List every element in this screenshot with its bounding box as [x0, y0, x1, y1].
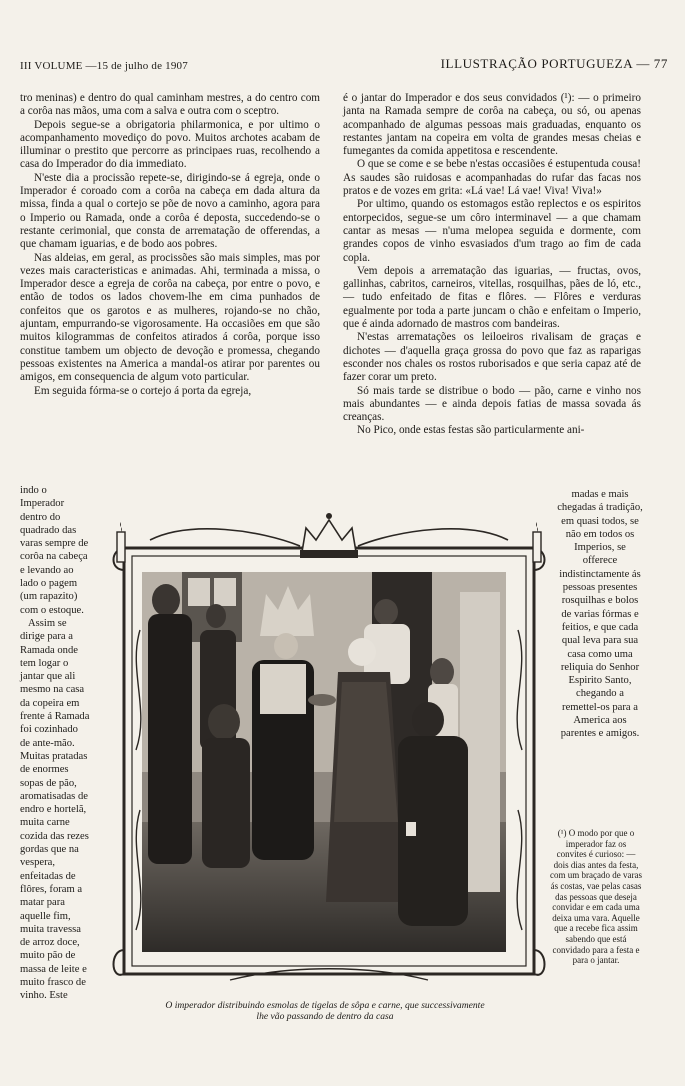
paragraph: tro meninas) e dentro do qual caminham mestres, a do centro com a corôa nas mãos, uma com a salva e outra com o sceptro.: [20, 92, 320, 118]
paragraph: Por ultimo, quando os estomagos estão replectos e os espiritos entorpecidos, segue-se um côro interminavel — a que chamam cantar as mesas — n'uma melopea seguida e dormente, com grandes copos de vinho esvasiados d'um trago ao fim de cada copla.: [343, 198, 641, 264]
paragraph: Em seguida fórma-se o cortejo á porta da egreja,: [34, 384, 252, 397]
candle-ornament-icon: [533, 522, 541, 562]
paragraph: N'estas arrematações os leiloeiros rivalisam de graças e dichotes — d'aquella graça grossa do povo que faz as raparigas esconder nos chales os rostos ruborisados e que seria capaz até de fazer corar um preto.: [343, 331, 641, 384]
paragraph: Assim se dirige para a Ramada onde tem logar o jantar que ali mesmo na casa da copeira em frente á Ramada foi cozinhado de ante-mão. Muitas pratadas de enormes sopas de pão, aromatisadas de endro e hortelã, muita carne cozida das rezes gordas que na vespera, enfeitadas de flôres, foram a matar para aquelle fim, muita travessa de arroz doce, muito pão de massa de leite e muito frasco de vinho. Este: [20, 617, 90, 1002]
volume-date: III VOLUME —15 de julho de 1907: [20, 60, 188, 72]
paragraph: No Pico, onde estas festas são particularmente ani-: [357, 424, 585, 437]
right-narrow-column: [556, 488, 644, 741]
paragraph: indo o Imperador dentro do quadrado das varas sempre de corôa na cabeça e levando ao lado o pagem (um rapazito) com o estoque.: [20, 485, 89, 616]
caption-line: lhe vão passando de dentro da casa: [256, 1011, 394, 1022]
paragraph: Nas aldeias, em geral, as procissões são mais simples, mas por vezes mais caracteristicas e animadas. Ahi, terminada a missa, o Imperador desce a egreja de corôa na cabeça, por entre o povo, e então de todos os lados chovem-lhe em cima punhados de confeitos que os garotos e as mulheres, rojando-se no chão, ajuntam, empurrando-se vigorosamente. Ha occasiões em que são muitos kilogrammas de confeitos atirados á corôa, porque isso constitue tambem um objecto de devoção e promessa, chegando pessoas existentes na America a mandal-os atirar por parentes ou amigos, em consequencia de algum voto particular.: [20, 251, 320, 384]
paragraph: Só mais tarde se distribue o bodo — pão, carne e vinho nos mais abundantes — e ainda depois fatias de massa sovada ás creanças.: [343, 384, 641, 424]
paragraph: N'este dia a procissão repete-se, dirigindo-se á egreja, onde o Imperador é coroado com a corôa na cabeça em dada altura da missa, finda a qual o cortejo se põe de novo a caminho, agora para o Imperio ou Ramada, onde a corôa é deposta, succedendo-se o restante cerimonial, que consta de arrematação de offerendas, a que chamam iguarias, e de bodo aos pobres.: [20, 171, 320, 251]
candle-ornament-icon: [117, 522, 125, 562]
photograph-emperor-distributing-alms: [142, 572, 506, 952]
photo-caption: [100, 1000, 550, 1022]
left-column-top: [20, 92, 320, 398]
caption-line: O imperador distribuindo esmolas de tigelas de sôpa e carne, que successivamente: [165, 1000, 485, 1011]
publication-title-page-number: ILLUSTRAÇÃO PORTUGUEZA — 77: [440, 56, 668, 71]
footnote: (¹) O modo por que o imperador faz os convites é curioso: — dois dias antes da festa, com um braçado de varas ás costas, vae pelas casas das pessoas que deseja convidar e em cada uma deixa uma vara. Aquelle que a recebe fica assim sabendo que está convidado para a festa e para o jantar.: [550, 828, 642, 966]
paragraph: Depois segue-se a obrigatoria philarmonica, e por ultimo o acompanhamento movediço do povo. Muitos archotes acabam de illuminar o prestito que percorre as principaes ruas, recolhendo a casa do Imperador do dia immediato.: [20, 118, 320, 171]
page-header: [20, 56, 668, 78]
paragraph: Vem depois a arrematação das iguarias, — fructas, ovos, gallinhas, cabritos, carneiros, vitellas, rosquilhas, pães de ló, etc., — tudo enfeitado de fitas e flôres. — Flôres e verduras egualmente por toda a parte juncam o chão e enfeitam o Imperio, que é ainda adornado de mastros com bandeiras.: [343, 264, 641, 331]
crown-ornament-icon: [300, 513, 358, 558]
left-narrow-column: [20, 484, 90, 1003]
paragraph: é o jantar do Imperador e dos seus convidados (¹): — o primeiro janta na Ramada sempre de corôa na cabeça, ou só, ou apenas acompanhado de algumas pessoas mais graduadas, enquanto os restantes jantam na copeira em volta de grandes mesas cheias e fumegantes da comida appetitosa e rescendente.: [343, 92, 641, 158]
right-column-top: [343, 92, 641, 438]
paragraph: O que se come e se bebe n'estas occasiões é estupentuda cousa! As saudes são ruidosas e acompanhadas do rufar das facas nos pratos e de vozes em grita: «Lá vae! Lá vae! Viva! Viva!»: [343, 158, 641, 198]
paragraph: madas e mais chegadas á tradição, em quasi todos, se não em todos os Imperios, se offerece indistinctamente ás pessoas presentes rosquilhas e bolos de varias fórmas e feitios, e que cada qual leva para sua casa como uma reliquia do Senhor Espirito Santo, chegando a remettel-os para a America aos parentes e amigos.: [557, 489, 643, 740]
